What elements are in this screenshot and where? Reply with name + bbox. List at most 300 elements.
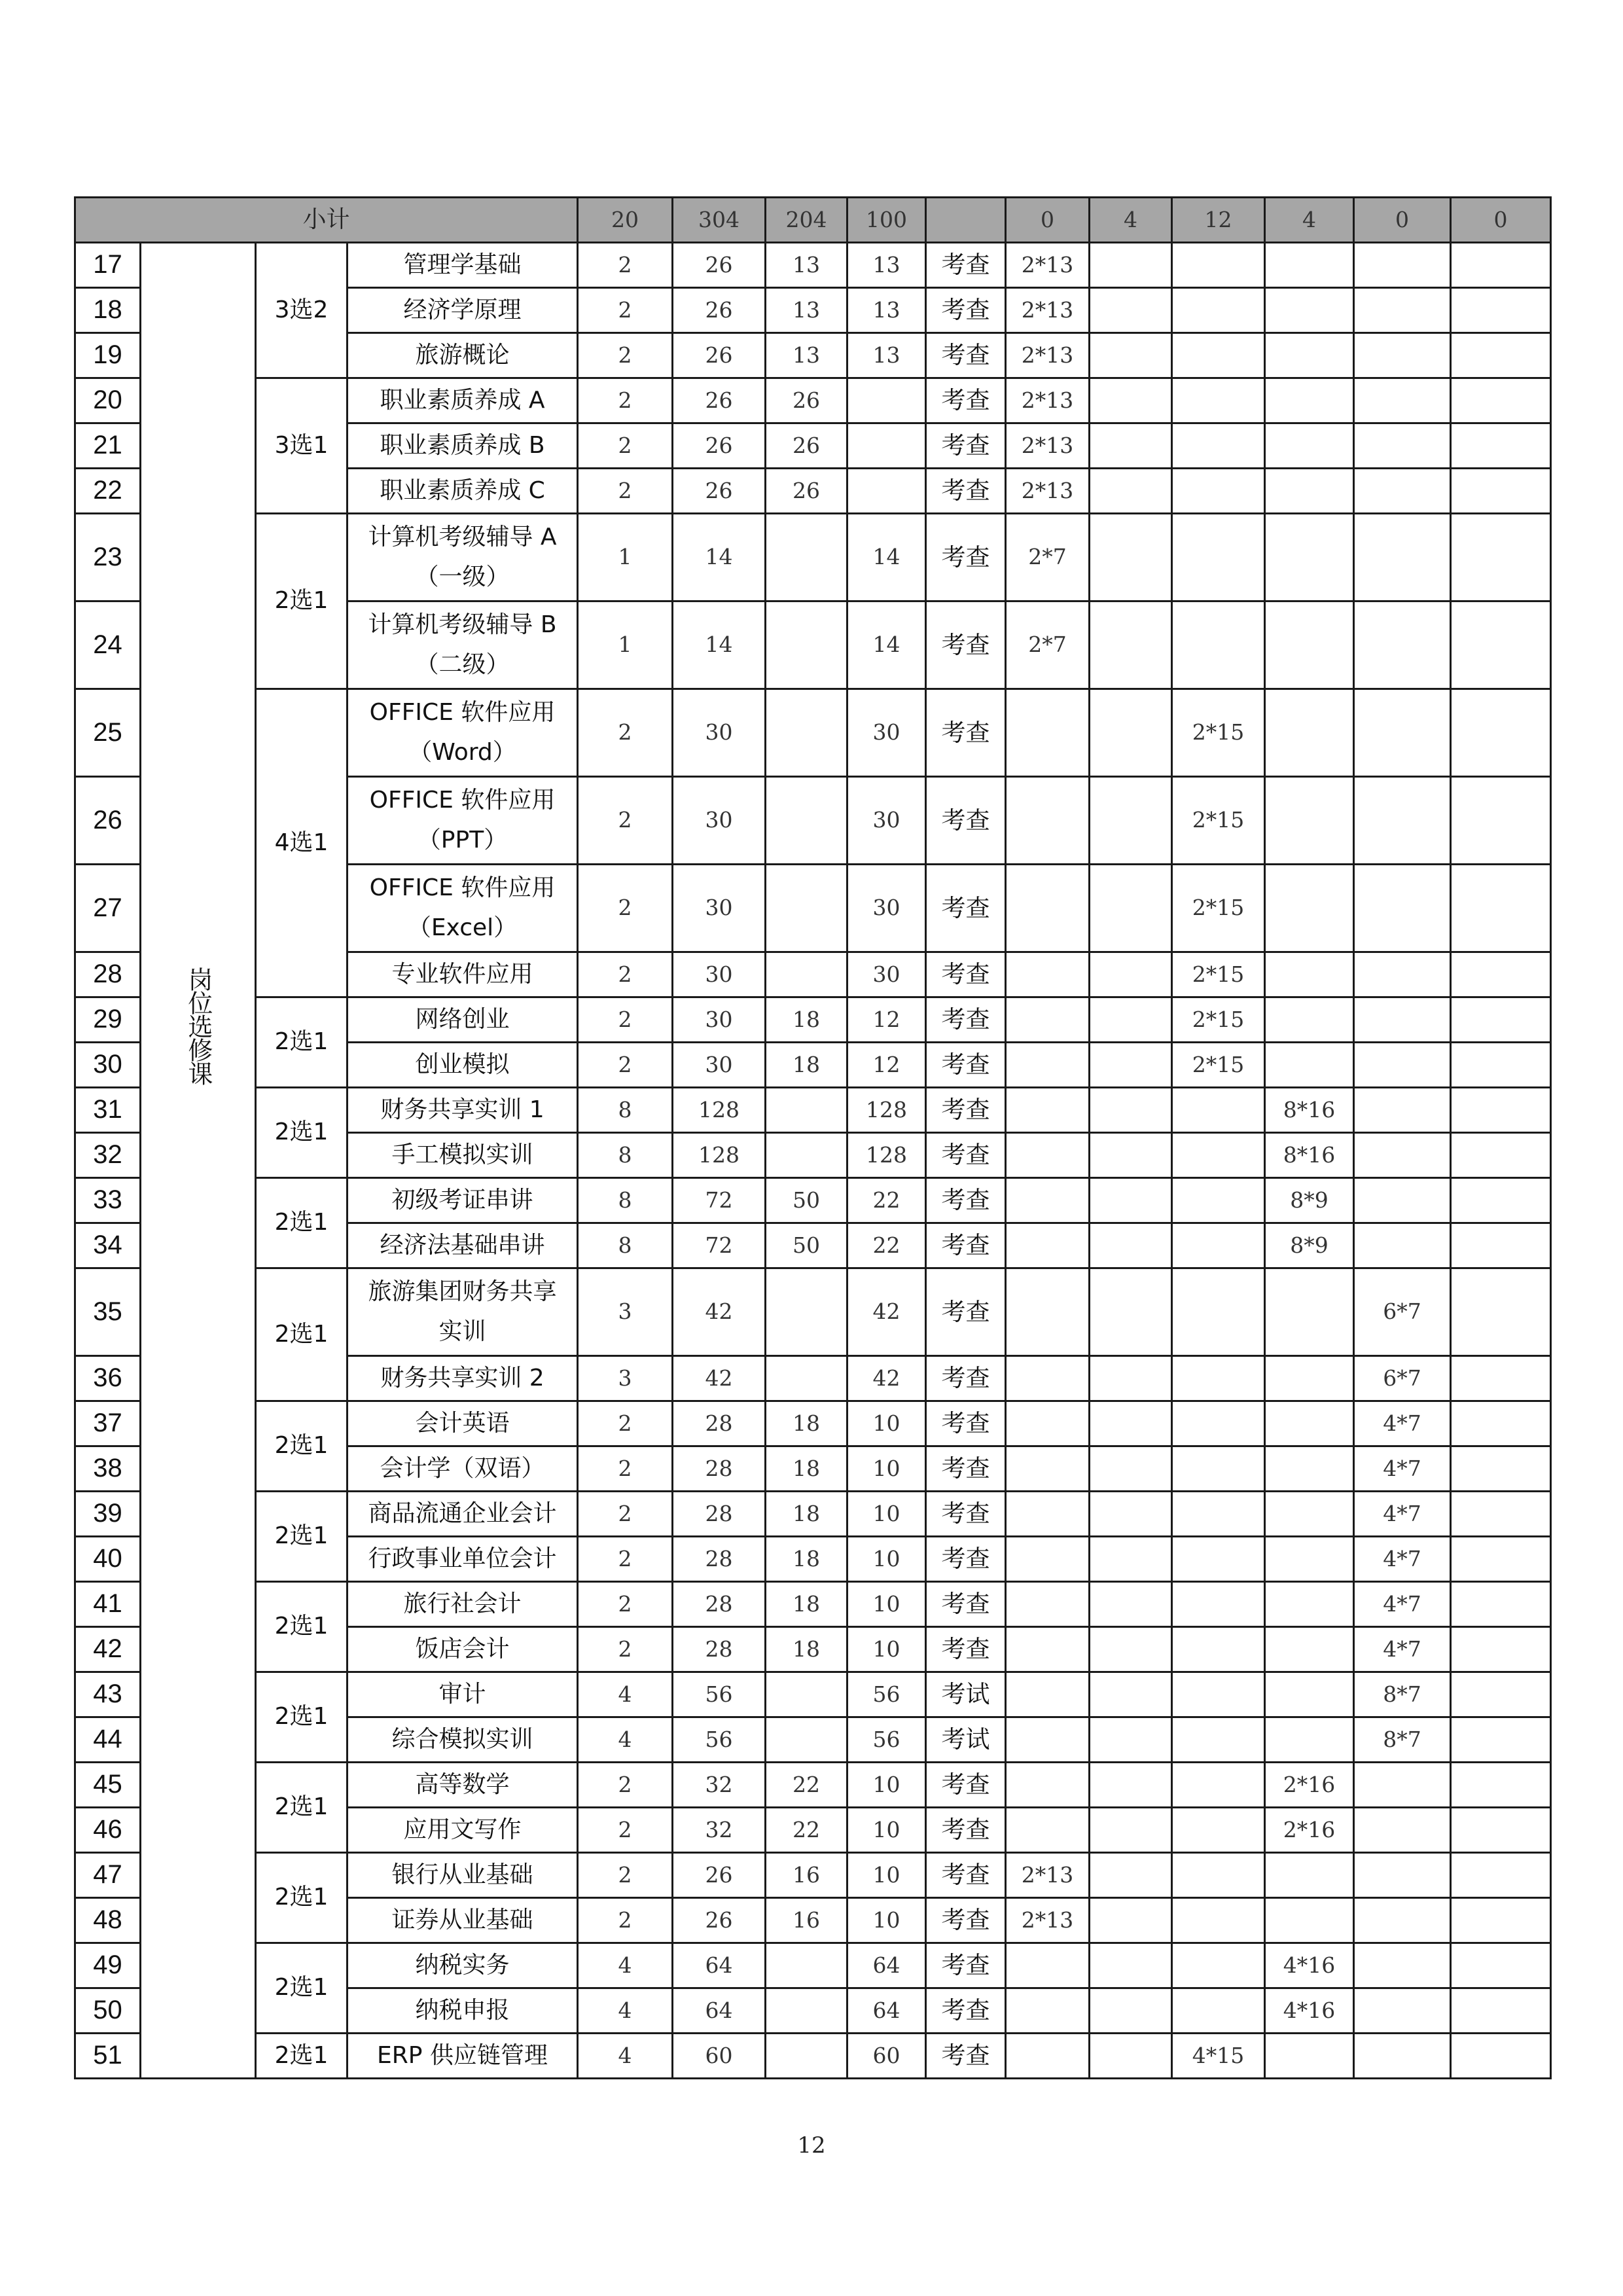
practice-hours: 10 [847, 1582, 926, 1627]
exam-type: 考查 [926, 1627, 1006, 1672]
total-hours: 26 [673, 423, 766, 469]
credits: 4 [578, 1988, 673, 2034]
semester-4-hours [1265, 689, 1354, 777]
theory-hours [766, 1133, 847, 1178]
semester-4-hours [1265, 1043, 1354, 1088]
semester-1-hours [1006, 1943, 1090, 1988]
course-number: 32 [75, 1133, 141, 1178]
practice-hours: 22 [847, 1223, 926, 1268]
theory-hours: 18 [766, 1582, 847, 1627]
course-row [75, 1672, 1551, 1717]
semester-3-hours: 2*15 [1172, 1043, 1265, 1088]
exam-type: 考查 [926, 601, 1006, 689]
exam-type: 考查 [926, 378, 1006, 423]
theory-hours: 22 [766, 1763, 847, 1808]
total-hours: 42 [673, 1268, 766, 1356]
semester-6-hours [1451, 2034, 1551, 2079]
practice-hours [847, 469, 926, 514]
semester-4-hours [1265, 1717, 1354, 1763]
total-hours: 14 [673, 514, 766, 601]
exam-type: 考查 [926, 2034, 1006, 2079]
exam-type: 考查 [926, 1401, 1006, 1446]
semester-2-hours [1090, 514, 1172, 601]
theory-hours: 18 [766, 1537, 847, 1582]
course-name-cell [348, 952, 578, 997]
semester-4-hours [1265, 1537, 1354, 1582]
semester-3-hours [1172, 1356, 1265, 1401]
subtotal-sem-4: 4 [1265, 198, 1354, 243]
semester-1-hours [1006, 1043, 1090, 1088]
semester-3-hours [1172, 1672, 1265, 1717]
choice-group: 2选1 [256, 997, 348, 1088]
subtotal-sem-5: 0 [1354, 198, 1451, 243]
practice-hours: 56 [847, 1717, 926, 1763]
course-name-cell [348, 423, 578, 469]
exam-type: 考查 [926, 1043, 1006, 1088]
semester-5-hours: 4*7 [1354, 1401, 1451, 1446]
course-name-cell [348, 777, 578, 865]
course-name: 证券从业基础 [391, 1906, 533, 1933]
course-name: 经济法基础串讲 [380, 1231, 545, 1259]
semester-6-hours [1451, 469, 1551, 514]
semester-5-hours: 6*7 [1354, 1356, 1451, 1401]
course-name: 创业模拟 [415, 1050, 510, 1078]
semester-3-hours [1172, 378, 1265, 423]
course-number: 22 [75, 469, 141, 514]
exam-type: 考查 [926, 1178, 1006, 1223]
exam-type: 考查 [926, 1223, 1006, 1268]
theory-hours [766, 1268, 847, 1356]
practice-hours: 128 [847, 1133, 926, 1178]
semester-1-hours [1006, 997, 1090, 1043]
semester-6-hours [1451, 1853, 1551, 1898]
course-name-cell [348, 1627, 578, 1672]
practice-hours: 64 [847, 1943, 926, 1988]
course-number: 27 [75, 865, 141, 952]
course-number: 23 [75, 514, 141, 601]
course-name: ERP 供应链管理 [377, 2041, 548, 2069]
subtotal-sem-6: 0 [1451, 198, 1551, 243]
semester-1-hours: 2*13 [1006, 1898, 1090, 1943]
course-name: OFFICE 软件应用 [369, 699, 556, 726]
semester-5-hours [1354, 1043, 1451, 1088]
choice-group: 2选1 [256, 1943, 348, 2034]
semester-2-hours [1090, 1717, 1172, 1763]
course-number: 20 [75, 378, 141, 423]
course-name-cell [348, 1133, 578, 1178]
semester-2-hours [1090, 952, 1172, 997]
semester-6-hours [1451, 1268, 1551, 1356]
semester-3-hours [1172, 1401, 1265, 1446]
exam-type: 考查 [926, 865, 1006, 952]
semester-1-hours [1006, 1988, 1090, 2034]
practice-hours: 10 [847, 1627, 926, 1672]
semester-1-hours: 2*13 [1006, 378, 1090, 423]
course-name: 财务共享实训 2 [380, 1364, 544, 1391]
course-name-cell [348, 1898, 578, 1943]
exam-type: 考查 [926, 514, 1006, 601]
course-number: 40 [75, 1537, 141, 1582]
semester-5-hours: 6*7 [1354, 1268, 1451, 1356]
semester-5-hours: 4*7 [1354, 1492, 1451, 1537]
semester-6-hours [1451, 1763, 1551, 1808]
course-row [75, 1088, 1551, 1133]
exam-type: 考查 [926, 1898, 1006, 1943]
semester-1-hours [1006, 1223, 1090, 1268]
credits: 2 [578, 952, 673, 997]
course-table-body [75, 198, 1551, 2079]
practice-hours: 56 [847, 1672, 926, 1717]
practice-hours: 30 [847, 689, 926, 777]
total-hours: 28 [673, 1627, 766, 1672]
semester-1-hours: 2*13 [1006, 1853, 1090, 1898]
practice-hours: 10 [847, 1446, 926, 1492]
course-name-cell [348, 1492, 578, 1537]
credits: 8 [578, 1133, 673, 1178]
credits: 2 [578, 1627, 673, 1672]
semester-3-hours [1172, 1763, 1265, 1808]
theory-hours: 16 [766, 1898, 847, 1943]
course-name-cell [348, 1763, 578, 1808]
course-row [75, 1582, 1551, 1627]
practice-hours: 64 [847, 1988, 926, 2034]
total-hours: 26 [673, 333, 766, 378]
semester-2-hours [1090, 1763, 1172, 1808]
semester-5-hours [1354, 378, 1451, 423]
choice-group: 2选1 [256, 1582, 348, 1672]
semester-5-hours [1354, 1898, 1451, 1943]
semester-1-hours [1006, 2034, 1090, 2079]
theory-hours [766, 1088, 847, 1133]
credits: 1 [578, 601, 673, 689]
page-number: 12 [797, 2132, 826, 2159]
course-row [75, 689, 1551, 777]
choice-group: 2选1 [256, 1672, 348, 1763]
practice-hours: 14 [847, 514, 926, 601]
credits: 2 [578, 1537, 673, 1582]
practice-hours: 30 [847, 777, 926, 865]
practice-hours: 12 [847, 997, 926, 1043]
semester-2-hours [1090, 1808, 1172, 1853]
semester-6-hours [1451, 1808, 1551, 1853]
semester-1-hours: 2*13 [1006, 423, 1090, 469]
exam-type: 考查 [926, 1492, 1006, 1537]
course-name-line2: （Excel） [407, 914, 518, 941]
semester-3-hours: 2*15 [1172, 777, 1265, 865]
credits: 1 [578, 514, 673, 601]
semester-4-hours [1265, 1582, 1354, 1627]
course-name: 综合模拟实训 [391, 1725, 533, 1753]
course-row [75, 1268, 1551, 1356]
semester-5-hours [1354, 865, 1451, 952]
semester-3-hours [1172, 1537, 1265, 1582]
theory-hours [766, 1717, 847, 1763]
total-hours: 26 [673, 1853, 766, 1898]
theory-hours [766, 1988, 847, 2034]
course-row [75, 2034, 1551, 2079]
exam-type: 考查 [926, 1268, 1006, 1356]
semester-3-hours: 2*15 [1172, 997, 1265, 1043]
total-hours: 56 [673, 1672, 766, 1717]
theory-hours: 18 [766, 997, 847, 1043]
semester-2-hours [1090, 378, 1172, 423]
semester-4-hours [1265, 997, 1354, 1043]
semester-6-hours [1451, 333, 1551, 378]
semester-1-hours [1006, 1133, 1090, 1178]
course-number: 26 [75, 777, 141, 865]
semester-2-hours [1090, 777, 1172, 865]
semester-1-hours [1006, 1808, 1090, 1853]
credits: 2 [578, 288, 673, 333]
semester-2-hours [1090, 1853, 1172, 1898]
credits: 2 [578, 423, 673, 469]
semester-1-hours: 2*13 [1006, 469, 1090, 514]
subtotal-row [75, 198, 1551, 243]
practice-hours: 10 [847, 1492, 926, 1537]
choice-group: 2选1 [256, 514, 348, 689]
practice-hours: 10 [847, 1537, 926, 1582]
theory-hours [766, 865, 847, 952]
theory-hours: 13 [766, 243, 847, 288]
practice-hours: 128 [847, 1088, 926, 1133]
exam-type: 考查 [926, 1356, 1006, 1401]
semester-6-hours [1451, 1492, 1551, 1537]
course-name-cell [348, 288, 578, 333]
course-name-cell [348, 2034, 578, 2079]
semester-4-hours: 8*9 [1265, 1223, 1354, 1268]
semester-1-hours [1006, 1178, 1090, 1223]
exam-type: 考查 [926, 1763, 1006, 1808]
course-name-cell [348, 1672, 578, 1717]
course-row [75, 1943, 1551, 1988]
total-hours: 26 [673, 288, 766, 333]
course-name-cell [348, 1943, 578, 1988]
total-hours: 72 [673, 1223, 766, 1268]
choice-group: 3选2 [256, 243, 348, 378]
total-hours: 26 [673, 1898, 766, 1943]
exam-type: 考查 [926, 1853, 1006, 1898]
theory-hours: 16 [766, 1853, 847, 1898]
practice-hours: 42 [847, 1268, 926, 1356]
semester-6-hours [1451, 1401, 1551, 1446]
total-hours: 30 [673, 1043, 766, 1088]
semester-6-hours [1451, 243, 1551, 288]
course-name: 职业素质养成 A [380, 386, 545, 414]
semester-6-hours [1451, 1133, 1551, 1178]
exam-type: 考查 [926, 777, 1006, 865]
semester-1-hours [1006, 1088, 1090, 1133]
theory-hours: 26 [766, 378, 847, 423]
semester-1-hours [1006, 1356, 1090, 1401]
course-number: 18 [75, 288, 141, 333]
semester-4-hours [1265, 288, 1354, 333]
course-number: 19 [75, 333, 141, 378]
exam-type: 考查 [926, 1133, 1006, 1178]
course-name: 经济学原理 [403, 296, 522, 323]
semester-6-hours [1451, 1043, 1551, 1088]
exam-type: 考查 [926, 469, 1006, 514]
credits: 4 [578, 1717, 673, 1763]
course-number: 34 [75, 1223, 141, 1268]
semester-2-hours [1090, 1898, 1172, 1943]
semester-3-hours [1172, 333, 1265, 378]
semester-3-hours [1172, 1446, 1265, 1492]
practice-hours: 22 [847, 1178, 926, 1223]
semester-1-hours [1006, 1627, 1090, 1672]
course-name-line2: （一级） [415, 563, 510, 590]
semester-1-hours [1006, 1763, 1090, 1808]
semester-4-hours [1265, 514, 1354, 601]
course-number: 50 [75, 1988, 141, 2034]
course-name: 计算机考级辅导 B [368, 611, 557, 639]
credits: 2 [578, 1446, 673, 1492]
semester-6-hours [1451, 1898, 1551, 1943]
semester-6-hours [1451, 378, 1551, 423]
semester-2-hours [1090, 1492, 1172, 1537]
semester-4-hours: 4*16 [1265, 1943, 1354, 1988]
choice-group: 2选1 [256, 1763, 348, 1853]
semester-2-hours [1090, 1582, 1172, 1627]
course-number: 33 [75, 1178, 141, 1223]
practice-hours: 42 [847, 1356, 926, 1401]
total-hours: 64 [673, 1943, 766, 1988]
course-name-cell [348, 378, 578, 423]
semester-2-hours [1090, 601, 1172, 689]
semester-3-hours [1172, 1088, 1265, 1133]
semester-3-hours [1172, 601, 1265, 689]
course-name: 会计学（双语） [380, 1454, 545, 1482]
course-name-cell [348, 997, 578, 1043]
total-hours: 64 [673, 1988, 766, 2034]
semester-4-hours [1265, 1268, 1354, 1356]
semester-5-hours [1354, 1133, 1451, 1178]
semester-3-hours [1172, 1988, 1265, 2034]
theory-hours [766, 1672, 847, 1717]
exam-type: 考查 [926, 423, 1006, 469]
choice-group: 2选1 [256, 1088, 348, 1178]
course-row [75, 1401, 1551, 1446]
course-name: 旅行社会计 [403, 1590, 522, 1617]
semester-4-hours [1265, 469, 1354, 514]
semester-2-hours [1090, 997, 1172, 1043]
subtotal-practice-hours: 100 [847, 198, 926, 243]
course-name-line2: （PPT） [417, 826, 508, 853]
semester-6-hours [1451, 288, 1551, 333]
semester-1-hours: 2*7 [1006, 601, 1090, 689]
practice-hours: 13 [847, 333, 926, 378]
semester-5-hours [1354, 2034, 1451, 2079]
course-name: 管理学基础 [403, 251, 522, 278]
exam-type: 考查 [926, 243, 1006, 288]
semester-2-hours [1090, 1133, 1172, 1178]
semester-2-hours [1090, 1356, 1172, 1401]
course-row [75, 514, 1551, 601]
practice-hours: 13 [847, 288, 926, 333]
semester-5-hours: 4*7 [1354, 1582, 1451, 1627]
practice-hours: 60 [847, 2034, 926, 2079]
semester-3-hours [1172, 288, 1265, 333]
semester-6-hours [1451, 1672, 1551, 1717]
credits: 4 [578, 1672, 673, 1717]
category-label: 岗位选修课 [183, 966, 213, 1085]
total-hours: 60 [673, 2034, 766, 2079]
credits: 4 [578, 2034, 673, 2079]
course-row [75, 378, 1551, 423]
semester-2-hours [1090, 1446, 1172, 1492]
semester-2-hours [1090, 689, 1172, 777]
course-number: 46 [75, 1808, 141, 1853]
semester-3-hours [1172, 1582, 1265, 1627]
exam-type: 考查 [926, 1088, 1006, 1133]
total-hours: 28 [673, 1401, 766, 1446]
semester-4-hours [1265, 423, 1354, 469]
total-hours: 30 [673, 865, 766, 952]
semester-4-hours: 2*16 [1265, 1808, 1354, 1853]
semester-6-hours [1451, 777, 1551, 865]
credits: 2 [578, 1898, 673, 1943]
semester-2-hours [1090, 243, 1172, 288]
semester-2-hours [1090, 469, 1172, 514]
semester-4-hours [1265, 952, 1354, 997]
semester-3-hours [1172, 1717, 1265, 1763]
course-number: 51 [75, 2034, 141, 2079]
course-name-cell [348, 1356, 578, 1401]
subtotal-sem-2: 4 [1090, 198, 1172, 243]
course-number: 49 [75, 1943, 141, 1988]
semester-5-hours [1354, 1988, 1451, 2034]
choice-group: 4选1 [256, 689, 348, 997]
semester-3-hours: 2*15 [1172, 952, 1265, 997]
semester-5-hours: 4*7 [1354, 1627, 1451, 1672]
semester-1-hours [1006, 865, 1090, 952]
semester-3-hours [1172, 243, 1265, 288]
semester-5-hours [1354, 514, 1451, 601]
exam-type: 考查 [926, 1808, 1006, 1853]
semester-4-hours [1265, 865, 1354, 952]
semester-2-hours [1090, 288, 1172, 333]
semester-1-hours [1006, 1446, 1090, 1492]
semester-5-hours [1354, 1178, 1451, 1223]
total-hours: 14 [673, 601, 766, 689]
total-hours: 32 [673, 1763, 766, 1808]
course-name: OFFICE 软件应用 [369, 874, 556, 902]
exam-type: 考试 [926, 1717, 1006, 1763]
exam-type: 考查 [926, 1446, 1006, 1492]
exam-type: 考查 [926, 997, 1006, 1043]
exam-type: 考试 [926, 1672, 1006, 1717]
semester-5-hours [1354, 333, 1451, 378]
course-name-cell [348, 1223, 578, 1268]
semester-5-hours [1354, 777, 1451, 865]
course-number: 35 [75, 1268, 141, 1356]
semester-6-hours [1451, 1537, 1551, 1582]
credits: 2 [578, 378, 673, 423]
semester-2-hours [1090, 1178, 1172, 1223]
course-number: 41 [75, 1582, 141, 1627]
course-name: OFFICE 软件应用 [369, 787, 556, 814]
course-name: 专业软件应用 [391, 960, 533, 988]
theory-hours: 22 [766, 1808, 847, 1853]
semester-4-hours [1265, 1446, 1354, 1492]
semester-3-hours [1172, 1627, 1265, 1672]
theory-hours [766, 2034, 847, 2079]
course-row [75, 1178, 1551, 1223]
practice-hours: 10 [847, 1763, 926, 1808]
course-name-cell [348, 1988, 578, 2034]
semester-5-hours [1354, 1088, 1451, 1133]
course-name: 会计英语 [415, 1409, 510, 1437]
theory-hours: 18 [766, 1627, 847, 1672]
